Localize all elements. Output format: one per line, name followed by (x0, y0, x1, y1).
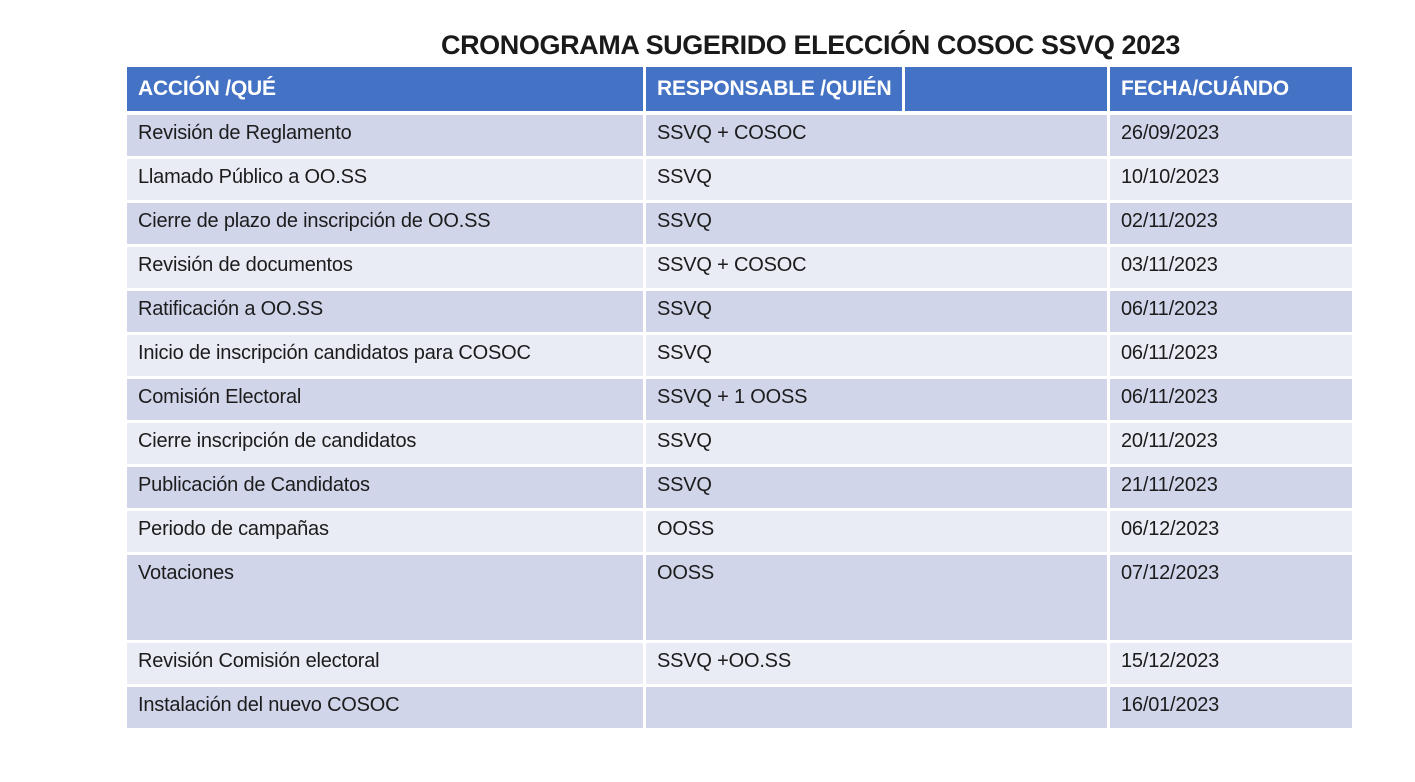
cell-fecha: 06/11/2023 (1110, 379, 1352, 420)
table-row (127, 423, 1352, 464)
table-row (127, 203, 1352, 244)
cell-fecha: 06/11/2023 (1110, 335, 1352, 376)
table-row (127, 379, 1352, 420)
table-row (127, 247, 1352, 288)
cell-fecha: 21/11/2023 (1110, 467, 1352, 508)
cell-responsable: SSVQ (646, 335, 1107, 376)
schedule-table (127, 67, 1352, 731)
cell-fecha: 26/09/2023 (1110, 115, 1352, 156)
cell-accion: Comisión Electoral (127, 379, 643, 420)
cell-accion: Cierre de plazo de inscripción de OO.SS (127, 203, 643, 244)
cell-responsable: SSVQ + COSOC (646, 115, 1107, 156)
cell-accion: Inicio de inscripción candidatos para COSOC (127, 335, 643, 376)
cell-responsable (646, 687, 1107, 728)
cell-responsable: SSVQ (646, 467, 1107, 508)
cell-accion: Periodo de campañas (127, 511, 643, 552)
cell-fecha: 07/12/2023 (1110, 555, 1352, 640)
cell-responsable: SSVQ + COSOC (646, 247, 1107, 288)
table-row (127, 467, 1352, 508)
cell-responsable: SSVQ (646, 203, 1107, 244)
cell-accion: Revisión Comisión electoral (127, 643, 643, 684)
table-row (127, 511, 1352, 552)
column-header-spacer (905, 67, 1107, 111)
page-title: CRONOGRAMA SUGERIDO ELECCIÓN COSOC SSVQ 2023 (440, 30, 1181, 60)
table-row (127, 555, 1352, 640)
cell-accion: Revisión de Reglamento (127, 115, 643, 156)
cell-fecha: 15/12/2023 (1110, 643, 1352, 684)
table-row (127, 115, 1352, 156)
cell-responsable: SSVQ (646, 291, 1107, 332)
cell-accion: Votaciones (127, 555, 643, 640)
cell-fecha: 06/11/2023 (1110, 291, 1352, 332)
cell-responsable: SSVQ (646, 159, 1107, 200)
cell-fecha: 20/11/2023 (1110, 423, 1352, 464)
cell-accion: Publicación de Candidatos (127, 467, 643, 508)
cell-fecha: 16/01/2023 (1110, 687, 1352, 728)
cell-responsable: SSVQ (646, 423, 1107, 464)
cell-accion: Ratificación a OO.SS (127, 291, 643, 332)
cell-responsable: SSVQ +OO.SS (646, 643, 1107, 684)
cell-accion: Cierre inscripción de candidatos (127, 423, 643, 464)
table-row (127, 291, 1352, 332)
cell-fecha: 03/11/2023 (1110, 247, 1352, 288)
cell-accion: Revisión de documentos (127, 247, 643, 288)
cell-fecha: 06/12/2023 (1110, 511, 1352, 552)
cell-fecha: 10/10/2023 (1110, 159, 1352, 200)
table-header-row (127, 67, 1352, 111)
column-header-accion: ACCIÓN /QUÉ (127, 67, 643, 111)
column-header-responsable: RESPONSABLE /QUIÉN (646, 67, 902, 111)
cell-fecha: 02/11/2023 (1110, 203, 1352, 244)
cell-accion: Llamado Público a OO.SS (127, 159, 643, 200)
table-row (127, 335, 1352, 376)
cell-responsable: OOSS (646, 555, 1107, 640)
cell-responsable: SSVQ + 1 OOSS (646, 379, 1107, 420)
cell-accion: Instalación del nuevo COSOC (127, 687, 643, 728)
table-row (127, 643, 1352, 684)
table-row (127, 159, 1352, 200)
table-body (127, 115, 1352, 728)
table-row (127, 687, 1352, 728)
column-header-fecha: FECHA/CUÁNDO (1110, 67, 1352, 111)
cell-responsable: OOSS (646, 511, 1107, 552)
